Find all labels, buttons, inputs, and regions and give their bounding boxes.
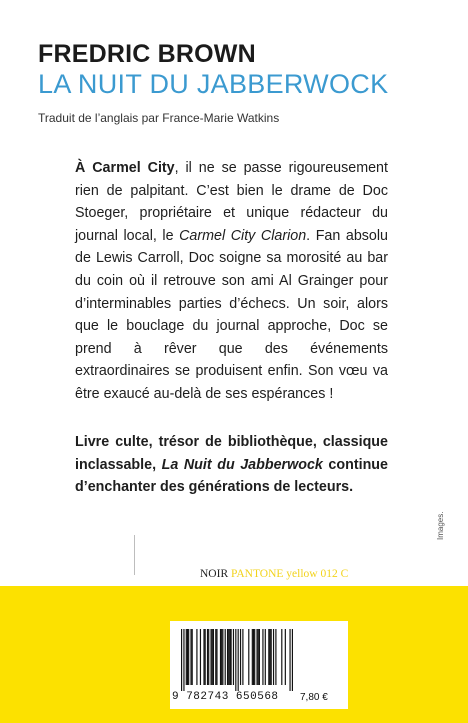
barcode-bar xyxy=(216,629,217,685)
author-name: FREDRIC BROWN xyxy=(38,40,256,68)
barcode-bar xyxy=(262,629,263,685)
barcode-bar xyxy=(281,629,282,685)
swatch-pantone: PANTONE yellow 012 C xyxy=(231,568,349,580)
barcode-bar xyxy=(213,629,214,685)
barcode-bar xyxy=(275,629,276,685)
swatch-noir: NOIR xyxy=(200,568,229,580)
barcode-bar xyxy=(210,629,211,685)
barcode-bar xyxy=(258,629,259,685)
print-color-swatch xyxy=(200,568,348,580)
praise-text-1: Livre culte, trésor de bibliothèque, classique inclassable, xyxy=(75,434,388,473)
images-credit: Images. xyxy=(436,511,445,540)
barcode-bar xyxy=(265,629,266,685)
barcode-bar xyxy=(240,629,241,685)
barcode-bar xyxy=(238,629,239,691)
barcode-bar xyxy=(242,629,243,685)
barcode-bar xyxy=(205,629,206,685)
barcode-bar xyxy=(215,629,216,685)
barcode-bar xyxy=(220,629,221,685)
praise-paragraph xyxy=(75,431,388,499)
price-label: 7,80 € xyxy=(300,692,328,703)
barcode-bar xyxy=(233,629,234,685)
praise-title: La Nuit du Jabberwock xyxy=(161,456,323,473)
crop-mark-line xyxy=(134,535,135,575)
barcode-bar xyxy=(253,629,254,685)
newspaper-name: Carmel City Clarion xyxy=(179,227,307,244)
barcode-bar xyxy=(227,629,228,685)
barcode-bar xyxy=(289,629,290,691)
barcode-bar xyxy=(208,629,209,685)
barcode-bar xyxy=(192,629,193,685)
barcode-bar xyxy=(259,629,260,685)
barcode-bar xyxy=(207,629,208,685)
barcode-bar xyxy=(271,629,272,685)
barcode-bar xyxy=(200,629,201,685)
barcode-icon xyxy=(181,629,293,691)
blurb-lead: À Carmel City xyxy=(75,160,175,176)
barcode-bar xyxy=(268,629,269,685)
barcode-bar xyxy=(285,629,286,685)
barcode-bar xyxy=(231,629,232,685)
barcode-bar xyxy=(181,629,182,691)
barcode-bar xyxy=(269,629,270,685)
barcode-bar xyxy=(186,629,187,685)
barcode-bar xyxy=(188,629,189,685)
barcode-bar xyxy=(235,629,236,691)
barcode-bar xyxy=(248,629,249,685)
barcode-bar xyxy=(252,629,253,685)
barcode-bar xyxy=(225,629,226,685)
barcode-bar xyxy=(273,629,274,685)
book-title: LA NUIT DU JABBERWOCK xyxy=(38,69,389,99)
barcode-bar xyxy=(254,629,255,685)
blurb-paragraph xyxy=(75,157,388,406)
barcode-bar xyxy=(187,629,188,685)
barcode-bar xyxy=(228,629,229,685)
barcode-bar xyxy=(229,629,230,685)
praise-text-2: continue d’enchanter des générations de lecteurs. xyxy=(75,456,388,496)
barcode-panel xyxy=(170,621,348,709)
barcode-bar xyxy=(203,629,204,685)
barcode-bar xyxy=(196,629,197,685)
blurb-text-1: , il ne se passe rigoureusement rien de palpitant. C’est bien le drame de Doc Stoeger, propriétaire et unique rédacteur du journal local, le xyxy=(75,160,388,244)
blurb-text-2: . Fan absolu de Lewis Carroll, Doc soigne sa morosité au bar du coin où il retrouve son ami Al Grainger pour d’interminables parties d’échecs. Un soir, alors que le bouclage du journal approche, Doc se prend à rêver que des événements extraordinaires se produisent enfin. Son vœu va être exaucé au-delà de ses espérances ! xyxy=(75,227,389,402)
barcode-bar xyxy=(221,629,222,685)
translator-credit: Traduit de l’anglais par France-Marie Watkins xyxy=(38,111,280,125)
isbn-number: 9 782743 650568 xyxy=(172,691,279,703)
barcode-bar xyxy=(256,629,257,685)
barcode-bar xyxy=(183,629,184,691)
barcode-bar xyxy=(222,629,223,685)
barcode-bar xyxy=(292,629,293,691)
barcode-bar xyxy=(190,629,191,685)
barcode-bar xyxy=(212,629,213,685)
